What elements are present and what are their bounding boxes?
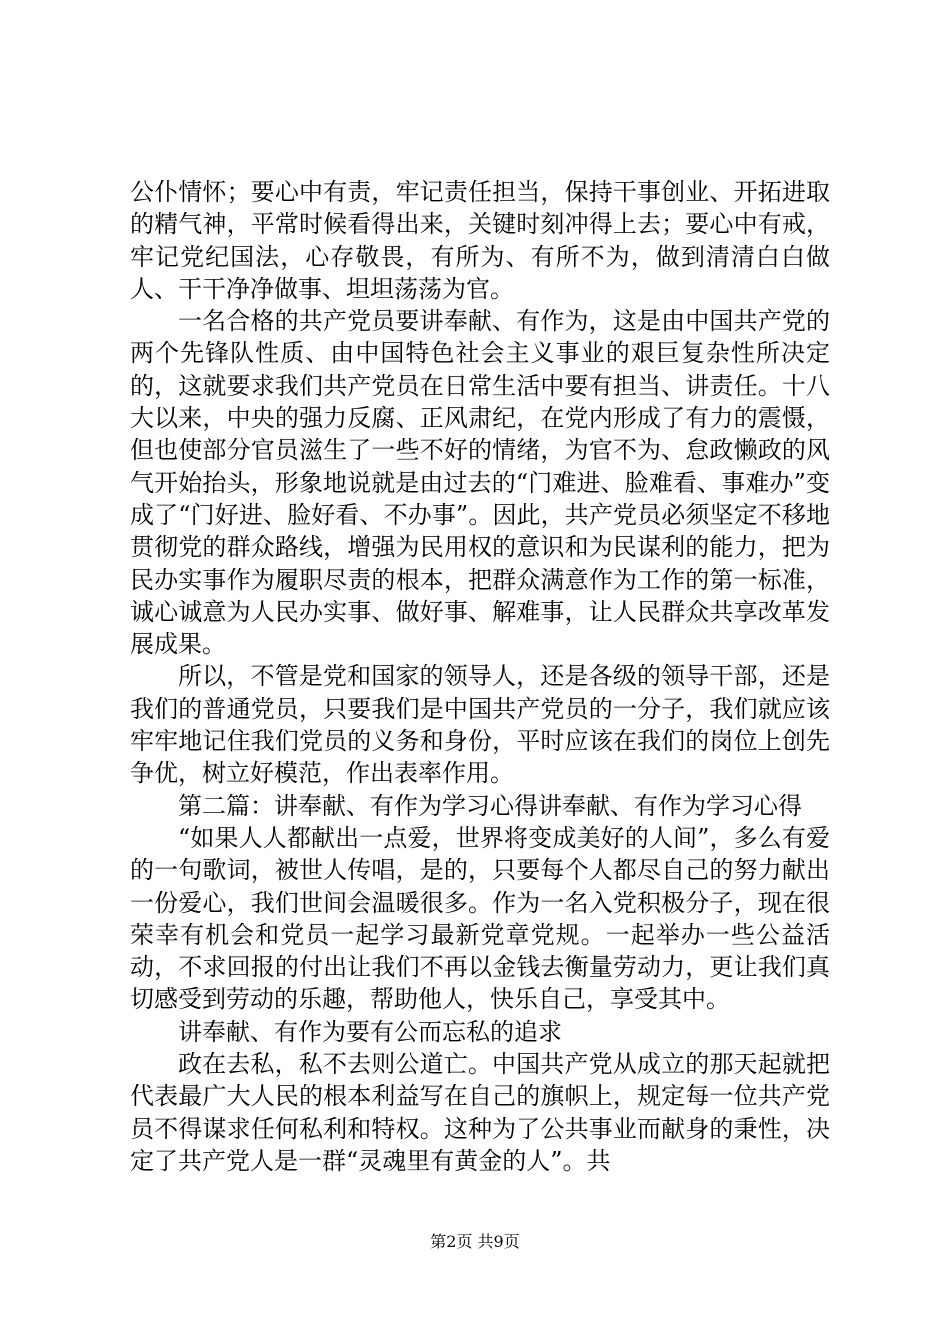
section-heading: 第二篇：讲奉献、有作为学习心得讲奉献、有作为学习心得 [178,791,802,820]
document-body [130,176,830,1177]
paragraph-1: 公仆情怀；要心中有责，牢记责任担当，保持干事创业、开拓进取的精气神，平常时候看得出来，关键时刻冲得上去；要心中有戒，牢记党纪国法，心存敬畏，有所为、有所不为，做到清清白白做人、干干净净做事、坦坦荡荡为官。 [130,178,830,303]
sub-heading: 讲奉献、有作为要有公而忘私的追求 [178,1017,562,1046]
paragraph-4: “如果人人都献出一点爱，世界将变成美好的人间”，多么有爱的一句歌词，被世人传唱，是的，只要每个人都尽自己的努力献出一份爱心，我们世间会温暖很多。作为一名入党积极分子，现在很荣幸有机会和党员一起学习最新党章党规。一起举办一些公益活动，不求回报的付出让我们不再以金钱去衡量劳动力，更让我们真切感受到劳动的乐趣，帮助他人，快乐自己，享受其中。 [130,823,830,1014]
paragraph-5: 政在去私，私不去则公道亡。中国共产党从成立的那天起就把代表最广大人民的根本利益写在自己的旗帜上，规定每一位共产党员不得谋求任何私利和特权。这种为了公共事业而献身的秉性，决定了共产党人是一群“灵魂里有黄金的人”。共 [130,1050,830,1175]
page-number-footer: 第2页 共9页 [430,1232,520,1251]
paragraph-2: 一名合格的共产党员要讲奉献、有作为，这是由中国共产党的两个先锋队性质、由中国特色社会主义事业的艰巨复杂性所决定的，这就要求我们共产党员在日常生活中要有担当、讲责任。十八大以来，中央的强力反腐、正风肃纪，在党内形成了有力的震慑，但也使部分官员滋生了一些不好的情绪，为官不为、怠政懒政的风气开始抬头，形象地说就是由过去的“门难进、脸难看、事难办”变成了“门好进、脸好看、不办事”。因此，共产党员必须坚定不移地贯彻党的群众路线，增强为民用权的意识和为民谋利的能力，把为民办实事作为履职尽责的根本，把群众满意作为工作的第一标准，诚心诚意为人民办实事、做好事、解难事，让人民群众共享改革发展成果。 [130,307,830,659]
paragraph-3: 所以，不管是党和国家的领导人，还是各级的领导干部，还是我们的普通党员，只要我们是中国共产党员的一分子，我们就应该牢牢地记住我们党员的义务和身份，平时应该在我们的岗位上创先争优，树立好模范，作出表率作用。 [130,662,830,788]
